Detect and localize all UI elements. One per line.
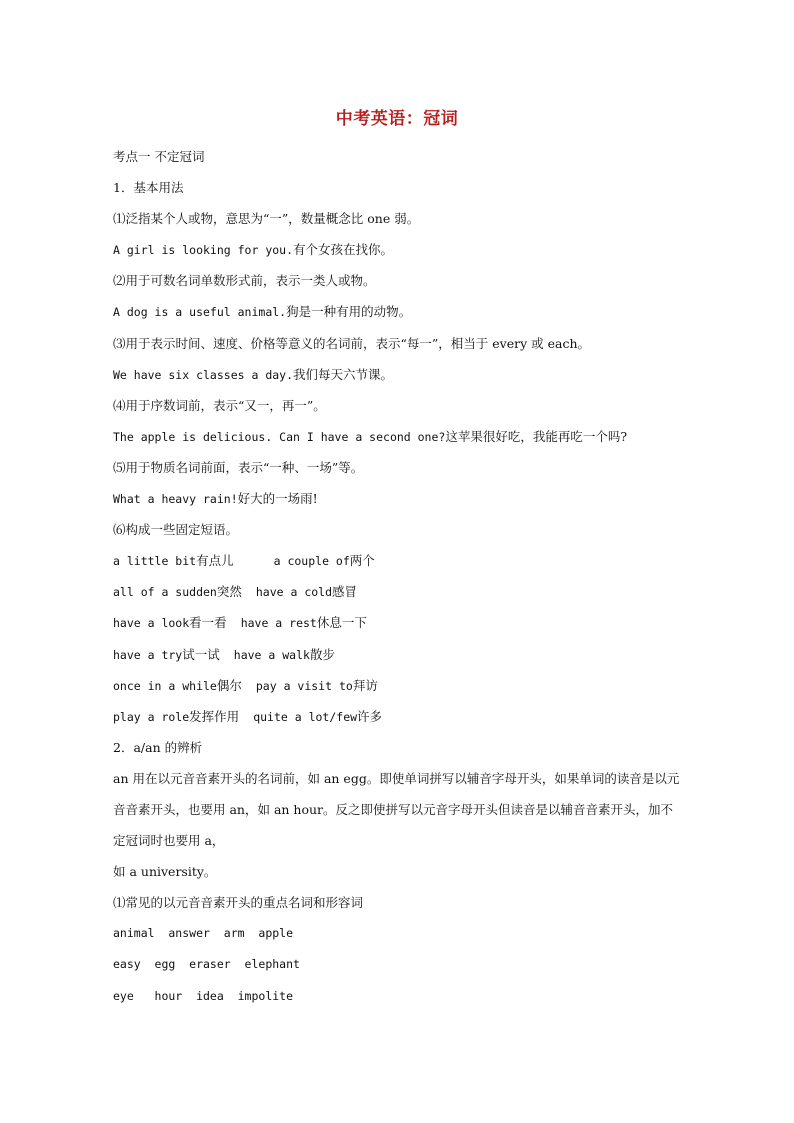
word-list: eye hour idea impolite [113,988,294,1003]
phrase-row [113,670,683,701]
page-title: 中考英语：冠词 [335,109,459,129]
example-sentence [113,483,683,514]
usage-point: ⑴常见的以元音音素开头的重点名词和形容词 [113,895,364,911]
phrase-chinese: 感冒 [332,584,358,600]
example-chinese: 这苹果很好吃，我能再吃一个吗? [445,428,628,444]
phrase-chinese: 看一看 [189,615,227,631]
phrase-english: a little bit [113,554,197,569]
example-english: What a heavy rain! [113,492,238,507]
usage-point: ⑷用于序数词前，表示“又一，再一”。 [113,397,326,413]
phrase-row [113,545,683,576]
example-english: A dog is a useful animal. [113,305,287,320]
phrase-chinese: 休息一下 [316,615,367,631]
phrase-chinese: 两个 [349,553,375,569]
phrase-english: quite a lot/few [253,709,358,724]
usage-point: ⑴泛指某个人或物，意思为“一”，数量概念比 one 弱。 [113,211,420,227]
example-sentence [113,296,683,327]
subsection-heading: 1．基本用法 [113,180,184,196]
phrase-chinese: 偶尔 [216,677,242,693]
usage-point: ⑵用于可数名词单数形式前，表示一类人或物。 [113,273,376,289]
usage-point: ⑸用于物质名词前面，表示“一种、一场”等。 [113,459,364,475]
phrase-english: have a rest [240,616,317,631]
document-body [113,141,683,1012]
phrase-english: have a cold [255,585,333,600]
phrase-chinese: 拜访 [352,677,378,693]
phrase-row [113,639,683,670]
subsection-heading: 2．a/an 的辨析 [113,739,203,755]
example-english: We have six classes a day. [113,367,294,382]
phrase-english: all of a sudden [113,585,217,600]
example-chinese: 狗是一种有用的动物。 [286,304,412,320]
word-list: easy egg eraser elephant [113,957,300,972]
phrase-english: play a role [113,709,190,724]
section-heading: 考点一 不定冠词 [113,149,205,164]
phrase-chinese: 试一试 [182,646,220,662]
explanation-paragraph: an 用在以元音音素开头的名词前，如 an egg。即使单词拼写以辅音字母开头，如果单词的读音是以元音音素开头，也要用 an，如 an hour。反之即使拼写以元音字母开头但读音是以辅音音素开头，加不定冠词时也要用 a， [113,770,680,849]
example-english: A girl is looking for you. [113,243,294,258]
word-list: animal answer arm apple [113,926,294,941]
usage-point: ⑹构成一些固定短语。 [113,522,239,538]
example-sentence [113,234,683,265]
example-sentence [113,421,683,452]
phrase-row [113,576,683,607]
usage-point: ⑶用于表示时间、速度、价格等意义的名词前，表示“每一”，相当于 every 或 each。 [113,335,590,351]
phrase-chinese: 发挥作用 [189,708,240,724]
example-sentence [113,359,683,390]
explanation-paragraph-end: 如 a university。 [113,864,217,880]
example-chinese: 好大的一场雨! [237,491,318,507]
phrase-chinese: 散步 [309,646,335,662]
phrase-english: have a try [113,647,183,662]
phrase-english: have a walk [233,647,310,662]
phrase-english: pay a visit to [255,678,353,693]
phrase-english: once in a while [113,678,217,693]
phrase-row [113,701,683,732]
phrase-chinese: 突然 [216,584,242,600]
example-chinese: 有个女孩在找你。 [293,242,394,258]
example-chinese: 我们每天六节课。 [293,366,394,382]
phrase-row [113,607,683,638]
phrase-english: a couple of [273,554,350,569]
phrase-chinese: 有点儿 [196,553,234,569]
phrase-english: have a look [113,616,190,631]
phrase-chinese: 许多 [357,708,383,724]
example-english: The apple is delicious. Can I have a second one? [113,429,446,444]
